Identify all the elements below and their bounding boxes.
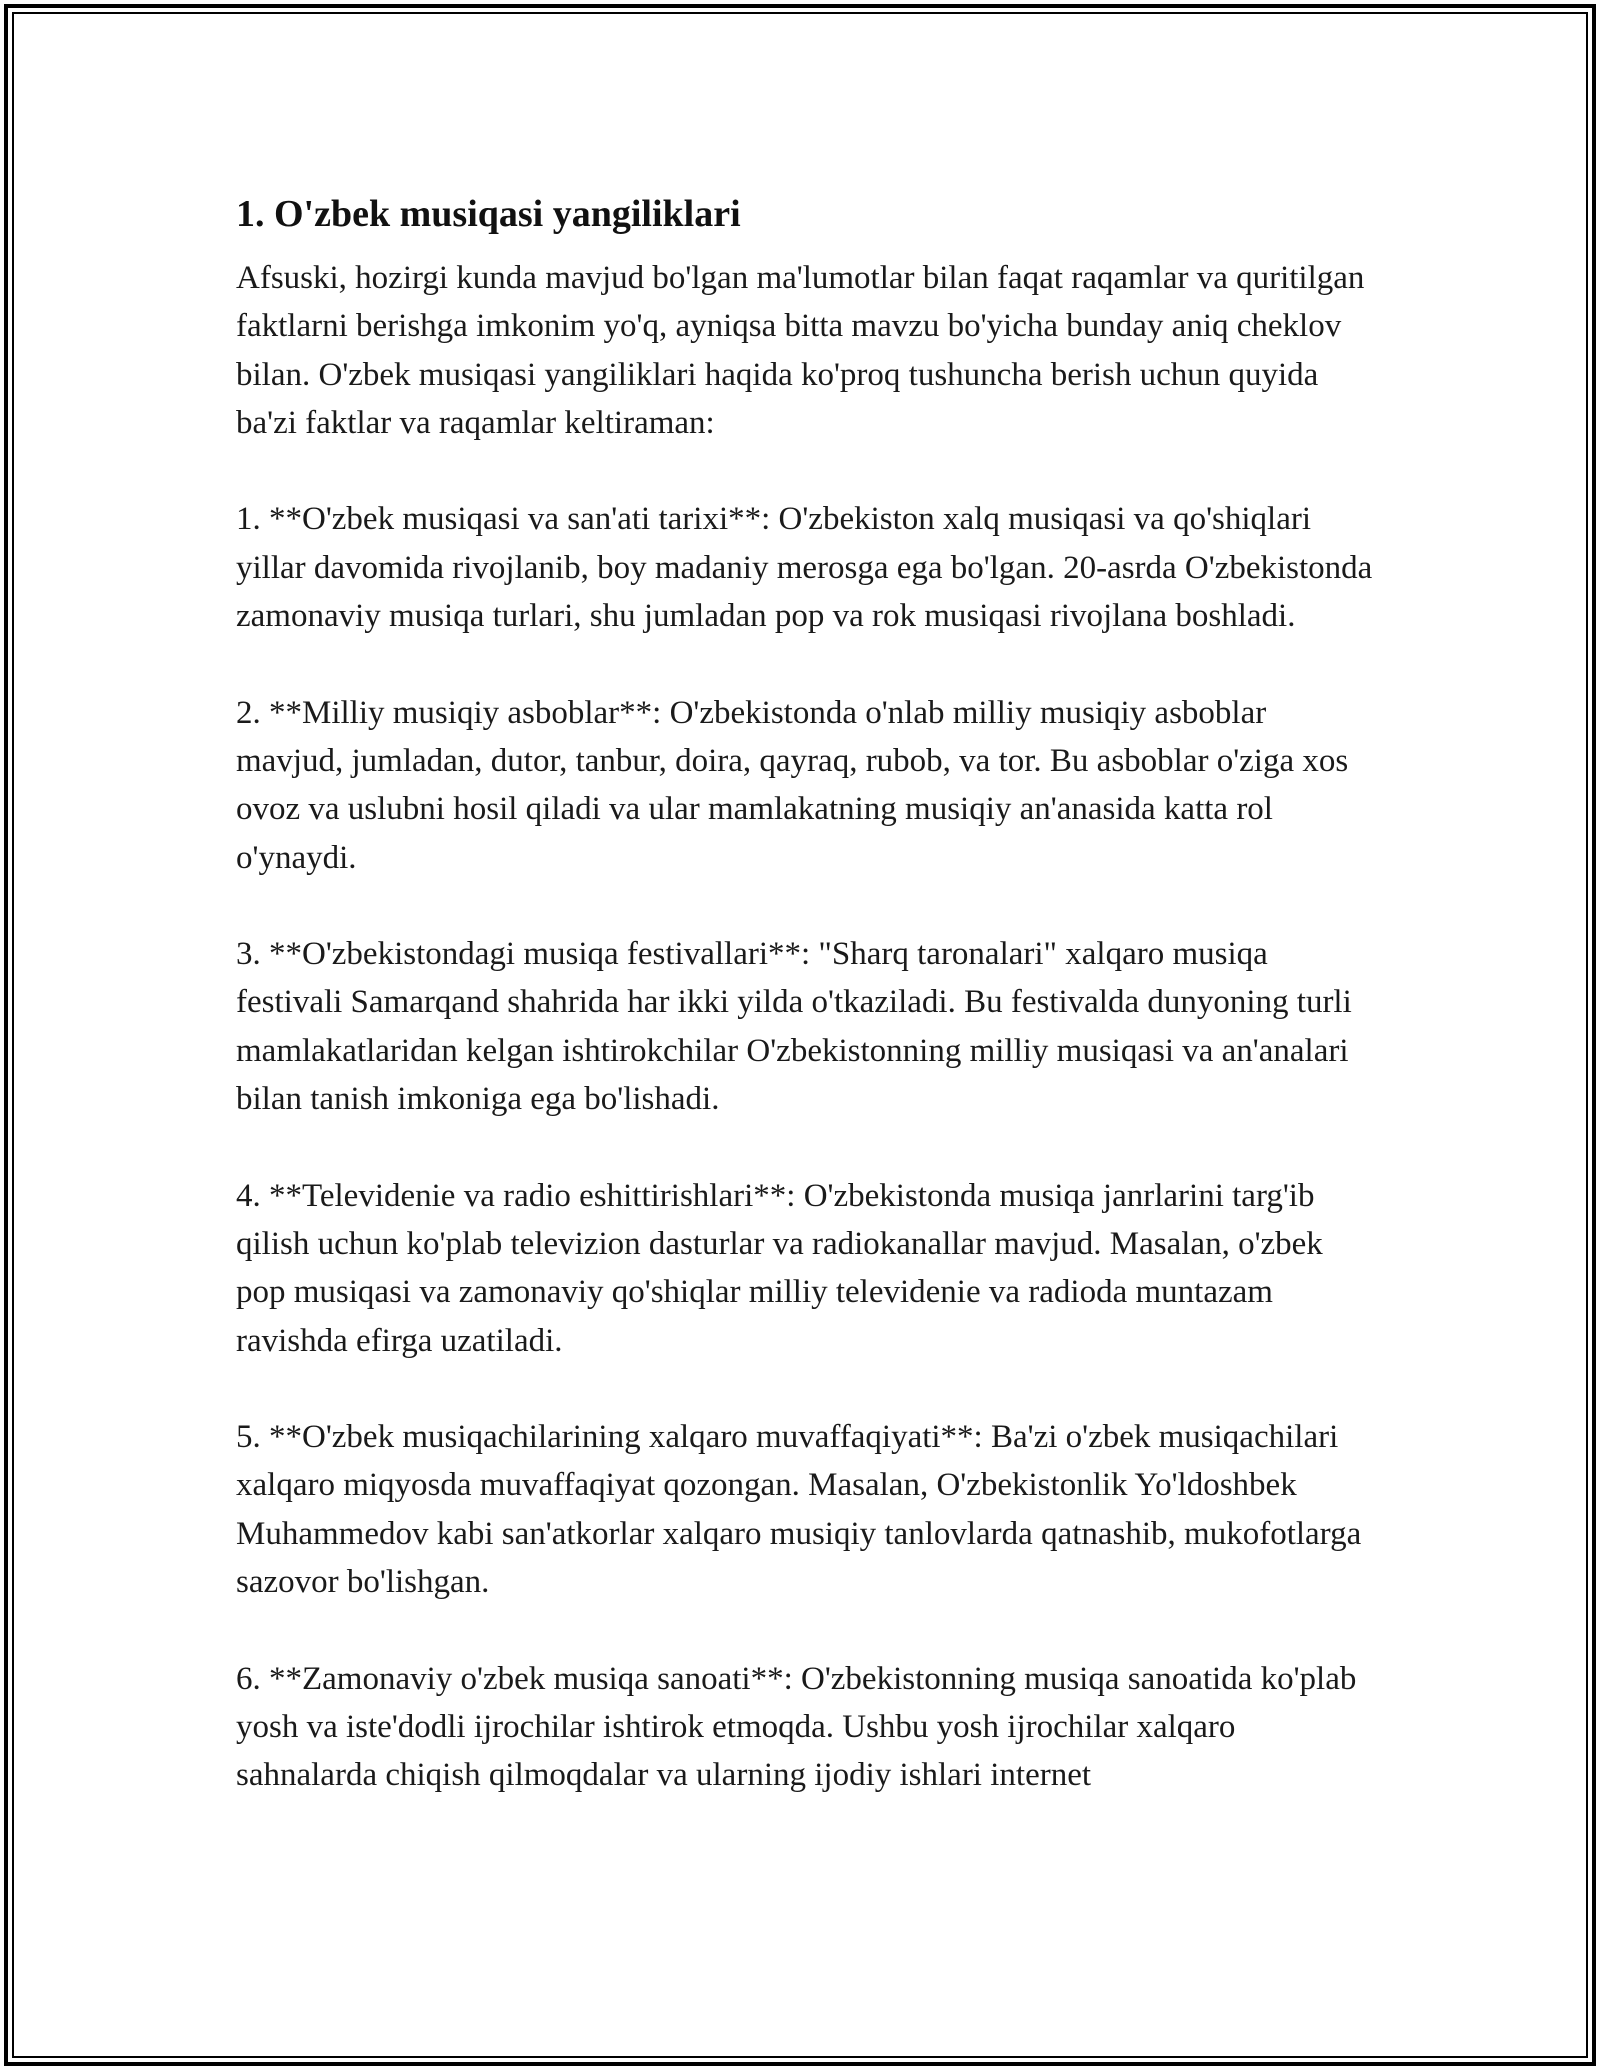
list-item-6: 6. **Zamonaviy o'zbek musiqa sanoati**: O'zbekistonning musiqa sanoatida ko'plab yosh va iste'dodli ijrochilar ishtirok etmoqda. Ushbu yosh ijrochilar xalqaro sahnalarda chiqish qilmoqdalar va ularning ijodiy ishlari internet [236,1660,1357,1794]
list-item-4: 4. **Televidenie va radio eshittirishlari**: O'zbekistonda musiqa janrlarini targ'ib qilish uchun ko'plab televizion dasturlar va radiokanallar mavjud. Masalan, o'zbek pop musiqasi va zamonaviy qo'shiqlar milliy televidenie va radioda muntazam ravishda efirga uzatiladi. [236,1177,1323,1359]
document-body [236,184,1376,1800]
document-title: 1. O'zbek musiqasi yangiliklari [236,193,741,235]
list-item-2: 2. **Milliy musiqiy asboblar**: O'zbekistonda o'nlab milliy musiqiy asboblar mavjud, jumladan, dutor, tanbur, doira, qayraq, rubob, va tor. Bu asboblar o'ziga xos ovoz va uslubni hosil qiladi va ular mamlakatning musiqiy an'anasida katta rol o'ynaydi. [236,694,1349,876]
list-item-3: 3. **O'zbekistondagi musiqa festivallari**: "Sharq taronalari" xalqaro musiqa festivali Samarqand shahrida har ikki yilda o'tkaziladi. Bu festivalda dunyoning turli mamlakatlaridan kelgan ishtirokchilar O'zbekistonning milliy musiqasi va an'analari bilan tanish imkoniga ega bo'lishadi. [236,936,1352,1118]
list-item-5: 5. **O'zbek musiqachilarining xalqaro muvaffaqiyati**: Ba'zi o'zbek musiqachilari xalqaro miqyosda muvaffaqiyat qozongan. Masalan, O'zbekistonlik Yo'ldoshbek Muhammedov kabi san'atkorlar xalqaro musiqiy tanlovlarda qatnashib, mukofotlarga sazovor bo'lishgan. [236,1419,1362,1601]
list-item-1: 1. **O'zbek musiqasi va san'ati tarixi**: O'zbekiston xalq musiqasi va qo'shiqlari yillar davomida rivojlanib, boy madaniy merosga ega bo'lgan. 20-asrda O'zbekistonda zamonaviy musiqa turlari, shu jumladan pop va rok musiqasi rivojlana boshladi. [236,501,1373,635]
intro-paragraph: Afsuski, hozirgi kunda mavjud bo'lgan ma'lumotlar bilan faqat raqamlar va quritilgan faktlarni berishga imkonim yo'q, ayniqsa bitta mavzu bo'yicha bunday aniq cheklov bilan. O'zbek musiqasi yangiliklari haqida ko'proq tushuncha berish uchun quyida ba'zi faktlar va raqamlar keltiraman: [236,260,1365,441]
